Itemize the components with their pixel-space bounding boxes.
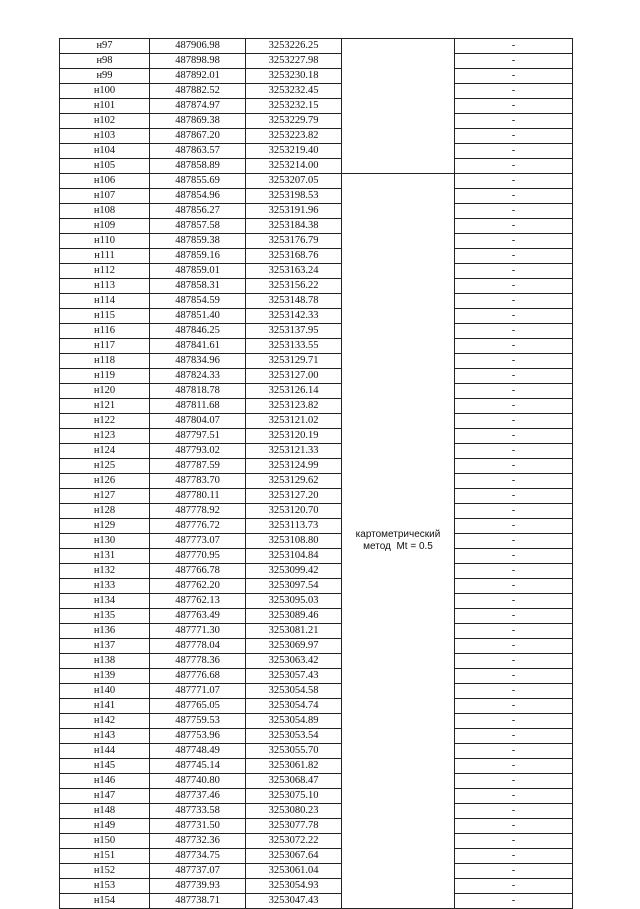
- point-name-cell: н119: [60, 369, 150, 384]
- point-name-cell: н98: [60, 54, 150, 69]
- table-row: [60, 54, 573, 69]
- y-coordinate-cell: 3253127.00: [246, 369, 342, 384]
- x-coordinate-cell: 487882.52: [150, 84, 246, 99]
- table-row: [60, 39, 573, 54]
- dash-cell: -: [455, 189, 573, 204]
- x-coordinate-cell: 487858.89: [150, 159, 246, 174]
- point-name-cell: н132: [60, 564, 150, 579]
- y-coordinate-cell: 3253067.64: [246, 849, 342, 864]
- y-coordinate-cell: 3253184.38: [246, 219, 342, 234]
- y-coordinate-cell: 3253229.79: [246, 114, 342, 129]
- dash-cell: -: [455, 729, 573, 744]
- x-coordinate-cell: 487854.59: [150, 294, 246, 309]
- method-text-line1: картометрический: [355, 529, 441, 540]
- point-name-cell: н104: [60, 144, 150, 159]
- dash-cell: -: [455, 789, 573, 804]
- x-coordinate-cell: 487793.02: [150, 444, 246, 459]
- x-coordinate-cell: 487906.98: [150, 39, 246, 54]
- table-row: [60, 714, 573, 729]
- y-coordinate-cell: 3253191.96: [246, 204, 342, 219]
- table-row: [60, 699, 573, 714]
- y-coordinate-cell: 3253077.78: [246, 819, 342, 834]
- x-coordinate-cell: 487773.07: [150, 534, 246, 549]
- y-coordinate-cell: 3253055.70: [246, 744, 342, 759]
- point-name-cell: н126: [60, 474, 150, 489]
- y-coordinate-cell: 3253057.43: [246, 669, 342, 684]
- table-row: [60, 489, 573, 504]
- method-text-line2: метод Mt = 0.5: [363, 541, 433, 552]
- table-row: [60, 684, 573, 699]
- x-coordinate-cell: 487859.01: [150, 264, 246, 279]
- x-coordinate-cell: 487797.51: [150, 429, 246, 444]
- dash-cell: -: [455, 249, 573, 264]
- table-row: [60, 789, 573, 804]
- table-row: [60, 99, 573, 114]
- table-row: [60, 264, 573, 279]
- table-row: [60, 834, 573, 849]
- x-coordinate-cell: 487753.96: [150, 729, 246, 744]
- dash-cell: -: [455, 324, 573, 339]
- x-coordinate-cell: 487766.78: [150, 564, 246, 579]
- dash-cell: -: [455, 459, 573, 474]
- x-coordinate-cell: 487732.36: [150, 834, 246, 849]
- dash-cell: -: [455, 489, 573, 504]
- dash-cell: -: [455, 444, 573, 459]
- point-name-cell: н111: [60, 249, 150, 264]
- point-name-cell: н110: [60, 234, 150, 249]
- x-coordinate-cell: 487824.33: [150, 369, 246, 384]
- table-row: [60, 879, 573, 894]
- dash-cell: -: [455, 834, 573, 849]
- dash-cell: -: [455, 654, 573, 669]
- dash-cell: -: [455, 399, 573, 414]
- dash-cell: -: [455, 534, 573, 549]
- x-coordinate-cell: 487734.75: [150, 849, 246, 864]
- x-coordinate-cell: 487854.96: [150, 189, 246, 204]
- point-name-cell: н135: [60, 609, 150, 624]
- x-coordinate-cell: 487762.13: [150, 594, 246, 609]
- point-name-cell: н127: [60, 489, 150, 504]
- point-name-cell: н109: [60, 219, 150, 234]
- dash-cell: -: [455, 234, 573, 249]
- dash-cell: -: [455, 369, 573, 384]
- y-coordinate-cell: 3253053.54: [246, 729, 342, 744]
- dash-cell: -: [455, 609, 573, 624]
- x-coordinate-cell: 487846.25: [150, 324, 246, 339]
- x-coordinate-cell: 487738.71: [150, 894, 246, 909]
- y-coordinate-cell: 3253126.14: [246, 384, 342, 399]
- y-coordinate-cell: 3253163.24: [246, 264, 342, 279]
- x-coordinate-cell: 487851.40: [150, 309, 246, 324]
- dash-cell: -: [455, 684, 573, 699]
- y-coordinate-cell: 3253137.95: [246, 324, 342, 339]
- y-coordinate-cell: 3253148.78: [246, 294, 342, 309]
- dash-cell: -: [455, 54, 573, 69]
- y-coordinate-cell: 3253099.42: [246, 564, 342, 579]
- point-name-cell: н138: [60, 654, 150, 669]
- dash-cell: -: [455, 714, 573, 729]
- point-name-cell: н123: [60, 429, 150, 444]
- y-coordinate-cell: 3253124.99: [246, 459, 342, 474]
- table-row: [60, 309, 573, 324]
- point-name-cell: н142: [60, 714, 150, 729]
- point-name-cell: н118: [60, 354, 150, 369]
- point-name-cell: н106: [60, 174, 150, 189]
- dash-cell: -: [455, 519, 573, 534]
- table-row: [60, 624, 573, 639]
- y-coordinate-cell: 3253142.33: [246, 309, 342, 324]
- x-coordinate-cell: 487778.04: [150, 639, 246, 654]
- dash-cell: -: [455, 894, 573, 909]
- point-name-cell: н101: [60, 99, 150, 114]
- dash-cell: -: [455, 99, 573, 114]
- table-row: [60, 444, 573, 459]
- x-coordinate-cell: 487771.30: [150, 624, 246, 639]
- point-name-cell: н151: [60, 849, 150, 864]
- y-coordinate-cell: 3253054.89: [246, 714, 342, 729]
- dash-cell: -: [455, 699, 573, 714]
- y-coordinate-cell: 3253095.03: [246, 594, 342, 609]
- table-row: [60, 894, 573, 909]
- y-coordinate-cell: 3253129.62: [246, 474, 342, 489]
- point-name-cell: н137: [60, 639, 150, 654]
- y-coordinate-cell: 3253121.33: [246, 444, 342, 459]
- dash-cell: -: [455, 744, 573, 759]
- x-coordinate-cell: 487898.98: [150, 54, 246, 69]
- table-row: [60, 174, 573, 189]
- x-coordinate-cell: 487759.53: [150, 714, 246, 729]
- dash-cell: -: [455, 159, 573, 174]
- table-row: [60, 759, 573, 774]
- x-coordinate-cell: 487857.58: [150, 219, 246, 234]
- point-name-cell: н153: [60, 879, 150, 894]
- dash-cell: -: [455, 624, 573, 639]
- point-name-cell: н141: [60, 699, 150, 714]
- table-row: [60, 249, 573, 264]
- dash-cell: -: [455, 594, 573, 609]
- table-row: [60, 549, 573, 564]
- y-coordinate-cell: 3253113.73: [246, 519, 342, 534]
- table-row: [60, 519, 573, 534]
- x-coordinate-cell: 487739.93: [150, 879, 246, 894]
- point-name-cell: н97: [60, 39, 150, 54]
- point-name-cell: н105: [60, 159, 150, 174]
- point-name-cell: н122: [60, 414, 150, 429]
- x-coordinate-cell: 487737.46: [150, 789, 246, 804]
- dash-cell: -: [455, 114, 573, 129]
- y-coordinate-cell: 3253081.21: [246, 624, 342, 639]
- x-coordinate-cell: 487783.70: [150, 474, 246, 489]
- table-row: [60, 354, 573, 369]
- y-coordinate-cell: 3253214.00: [246, 159, 342, 174]
- point-name-cell: н146: [60, 774, 150, 789]
- y-coordinate-cell: 3253108.80: [246, 534, 342, 549]
- point-name-cell: н154: [60, 894, 150, 909]
- dash-cell: -: [455, 564, 573, 579]
- dash-cell: -: [455, 384, 573, 399]
- table-row: [60, 114, 573, 129]
- table-row: [60, 144, 573, 159]
- x-coordinate-cell: 487804.07: [150, 414, 246, 429]
- coordinates-table-body: [60, 39, 573, 909]
- point-name-cell: н131: [60, 549, 150, 564]
- table-row: [60, 399, 573, 414]
- table-row: [60, 594, 573, 609]
- y-coordinate-cell: 3253156.22: [246, 279, 342, 294]
- point-name-cell: н113: [60, 279, 150, 294]
- point-name-cell: н115: [60, 309, 150, 324]
- dash-cell: -: [455, 549, 573, 564]
- table-row: [60, 654, 573, 669]
- table-row: [60, 339, 573, 354]
- x-coordinate-cell: 487892.01: [150, 69, 246, 84]
- point-name-cell: н100: [60, 84, 150, 99]
- dash-cell: -: [455, 864, 573, 879]
- point-name-cell: н116: [60, 324, 150, 339]
- table-row: [60, 159, 573, 174]
- table-row: [60, 294, 573, 309]
- dash-cell: -: [455, 279, 573, 294]
- x-coordinate-cell: 487859.38: [150, 234, 246, 249]
- table-row: [60, 414, 573, 429]
- point-name-cell: н117: [60, 339, 150, 354]
- table-row: [60, 189, 573, 204]
- dash-cell: -: [455, 474, 573, 489]
- table-row: [60, 849, 573, 864]
- point-name-cell: н143: [60, 729, 150, 744]
- table-row: [60, 279, 573, 294]
- point-name-cell: н144: [60, 744, 150, 759]
- y-coordinate-cell: 3253176.79: [246, 234, 342, 249]
- x-coordinate-cell: 487776.68: [150, 669, 246, 684]
- x-coordinate-cell: 487771.07: [150, 684, 246, 699]
- point-name-cell: н125: [60, 459, 150, 474]
- point-name-cell: н121: [60, 399, 150, 414]
- y-coordinate-cell: 3253133.55: [246, 339, 342, 354]
- x-coordinate-cell: 487762.20: [150, 579, 246, 594]
- point-name-cell: н112: [60, 264, 150, 279]
- dash-cell: -: [455, 354, 573, 369]
- table-row: [60, 534, 573, 549]
- y-coordinate-cell: 3253097.54: [246, 579, 342, 594]
- dash-cell: -: [455, 414, 573, 429]
- dash-cell: -: [455, 804, 573, 819]
- point-name-cell: н150: [60, 834, 150, 849]
- point-name-cell: н114: [60, 294, 150, 309]
- x-coordinate-cell: 487867.20: [150, 129, 246, 144]
- y-coordinate-cell: 3253089.46: [246, 609, 342, 624]
- dash-cell: -: [455, 219, 573, 234]
- dash-cell: -: [455, 504, 573, 519]
- x-coordinate-cell: 487733.58: [150, 804, 246, 819]
- table-row: [60, 219, 573, 234]
- table-row: [60, 564, 573, 579]
- dash-cell: -: [455, 879, 573, 894]
- y-coordinate-cell: 3253232.45: [246, 84, 342, 99]
- y-coordinate-cell: 3253219.40: [246, 144, 342, 159]
- table-row: [60, 84, 573, 99]
- x-coordinate-cell: 487748.49: [150, 744, 246, 759]
- dash-cell: -: [455, 774, 573, 789]
- x-coordinate-cell: 487787.59: [150, 459, 246, 474]
- dash-cell: -: [455, 264, 573, 279]
- x-coordinate-cell: 487763.49: [150, 609, 246, 624]
- y-coordinate-cell: 3253121.02: [246, 414, 342, 429]
- x-coordinate-cell: 487874.97: [150, 99, 246, 114]
- x-coordinate-cell: 487869.38: [150, 114, 246, 129]
- table-row: [60, 129, 573, 144]
- table-row: [60, 369, 573, 384]
- point-name-cell: н107: [60, 189, 150, 204]
- y-coordinate-cell: 3253054.93: [246, 879, 342, 894]
- x-coordinate-cell: 487856.27: [150, 204, 246, 219]
- table-row: [60, 744, 573, 759]
- y-coordinate-cell: 3253129.71: [246, 354, 342, 369]
- y-coordinate-cell: 3253226.25: [246, 39, 342, 54]
- point-name-cell: н108: [60, 204, 150, 219]
- point-name-cell: н140: [60, 684, 150, 699]
- y-coordinate-cell: 3253227.98: [246, 54, 342, 69]
- x-coordinate-cell: 487737.07: [150, 864, 246, 879]
- table-row: [60, 729, 573, 744]
- dash-cell: -: [455, 639, 573, 654]
- y-coordinate-cell: 3253104.84: [246, 549, 342, 564]
- point-name-cell: н148: [60, 804, 150, 819]
- dash-cell: -: [455, 204, 573, 219]
- y-coordinate-cell: 3253075.10: [246, 789, 342, 804]
- x-coordinate-cell: 487863.57: [150, 144, 246, 159]
- y-coordinate-cell: 3253068.47: [246, 774, 342, 789]
- dash-cell: -: [455, 429, 573, 444]
- x-coordinate-cell: 487745.14: [150, 759, 246, 774]
- y-coordinate-cell: 3253127.20: [246, 489, 342, 504]
- point-name-cell: н136: [60, 624, 150, 639]
- y-coordinate-cell: 3253198.53: [246, 189, 342, 204]
- x-coordinate-cell: 487740.80: [150, 774, 246, 789]
- table-row: [60, 474, 573, 489]
- y-coordinate-cell: 3253069.97: [246, 639, 342, 654]
- y-coordinate-cell: 3253232.15: [246, 99, 342, 114]
- method-cell: [342, 174, 455, 909]
- dash-cell: -: [455, 144, 573, 159]
- point-name-cell: н124: [60, 444, 150, 459]
- point-name-cell: н139: [60, 669, 150, 684]
- y-coordinate-cell: 3253230.18: [246, 69, 342, 84]
- x-coordinate-cell: 487780.11: [150, 489, 246, 504]
- x-coordinate-cell: 487855.69: [150, 174, 246, 189]
- y-coordinate-cell: 3253072.22: [246, 834, 342, 849]
- x-coordinate-cell: 487778.92: [150, 504, 246, 519]
- table-row: [60, 384, 573, 399]
- table-row: [60, 819, 573, 834]
- dash-cell: -: [455, 579, 573, 594]
- table-row: [60, 804, 573, 819]
- x-coordinate-cell: 487858.31: [150, 279, 246, 294]
- y-coordinate-cell: 3253168.76: [246, 249, 342, 264]
- y-coordinate-cell: 3253054.74: [246, 699, 342, 714]
- table-row: [60, 459, 573, 474]
- table-row: [60, 429, 573, 444]
- point-name-cell: н134: [60, 594, 150, 609]
- point-name-cell: н129: [60, 519, 150, 534]
- dash-cell: -: [455, 129, 573, 144]
- point-name-cell: н152: [60, 864, 150, 879]
- point-name-cell: н149: [60, 819, 150, 834]
- dash-cell: -: [455, 849, 573, 864]
- point-name-cell: н128: [60, 504, 150, 519]
- y-coordinate-cell: 3253061.04: [246, 864, 342, 879]
- y-coordinate-cell: 3253207.05: [246, 174, 342, 189]
- point-name-cell: н103: [60, 129, 150, 144]
- table-row: [60, 69, 573, 84]
- x-coordinate-cell: 487859.16: [150, 249, 246, 264]
- dash-cell: -: [455, 669, 573, 684]
- table-row: [60, 579, 573, 594]
- y-coordinate-cell: 3253120.70: [246, 504, 342, 519]
- table-row: [60, 864, 573, 879]
- y-coordinate-cell: 3253120.19: [246, 429, 342, 444]
- x-coordinate-cell: 487776.72: [150, 519, 246, 534]
- dash-cell: -: [455, 69, 573, 84]
- point-name-cell: н133: [60, 579, 150, 594]
- point-name-cell: н120: [60, 384, 150, 399]
- dash-cell: -: [455, 39, 573, 54]
- x-coordinate-cell: 487818.78: [150, 384, 246, 399]
- dash-cell: -: [455, 309, 573, 324]
- method-cell-upper: [342, 39, 455, 174]
- table-row: [60, 324, 573, 339]
- dash-cell: -: [455, 84, 573, 99]
- x-coordinate-cell: 487765.05: [150, 699, 246, 714]
- table-row: [60, 234, 573, 249]
- x-coordinate-cell: 487834.96: [150, 354, 246, 369]
- point-name-cell: н130: [60, 534, 150, 549]
- x-coordinate-cell: 487811.68: [150, 399, 246, 414]
- y-coordinate-cell: 3253054.58: [246, 684, 342, 699]
- dash-cell: -: [455, 759, 573, 774]
- table-row: [60, 609, 573, 624]
- dash-cell: -: [455, 294, 573, 309]
- point-name-cell: н145: [60, 759, 150, 774]
- dash-cell: -: [455, 174, 573, 189]
- point-name-cell: н147: [60, 789, 150, 804]
- table-row: [60, 774, 573, 789]
- point-name-cell: н99: [60, 69, 150, 84]
- table-row: [60, 204, 573, 219]
- dash-cell: -: [455, 339, 573, 354]
- x-coordinate-cell: 487731.50: [150, 819, 246, 834]
- table-row: [60, 639, 573, 654]
- table-row: [60, 669, 573, 684]
- x-coordinate-cell: 487778.36: [150, 654, 246, 669]
- y-coordinate-cell: 3253063.42: [246, 654, 342, 669]
- x-coordinate-cell: 487770.95: [150, 549, 246, 564]
- y-coordinate-cell: 3253123.82: [246, 399, 342, 414]
- y-coordinate-cell: 3253080.23: [246, 804, 342, 819]
- point-name-cell: н102: [60, 114, 150, 129]
- coordinates-table: [59, 38, 573, 909]
- y-coordinate-cell: 3253047.43: [246, 894, 342, 909]
- x-coordinate-cell: 487841.61: [150, 339, 246, 354]
- table-row: [60, 504, 573, 519]
- y-coordinate-cell: 3253061.82: [246, 759, 342, 774]
- dash-cell: -: [455, 819, 573, 834]
- y-coordinate-cell: 3253223.82: [246, 129, 342, 144]
